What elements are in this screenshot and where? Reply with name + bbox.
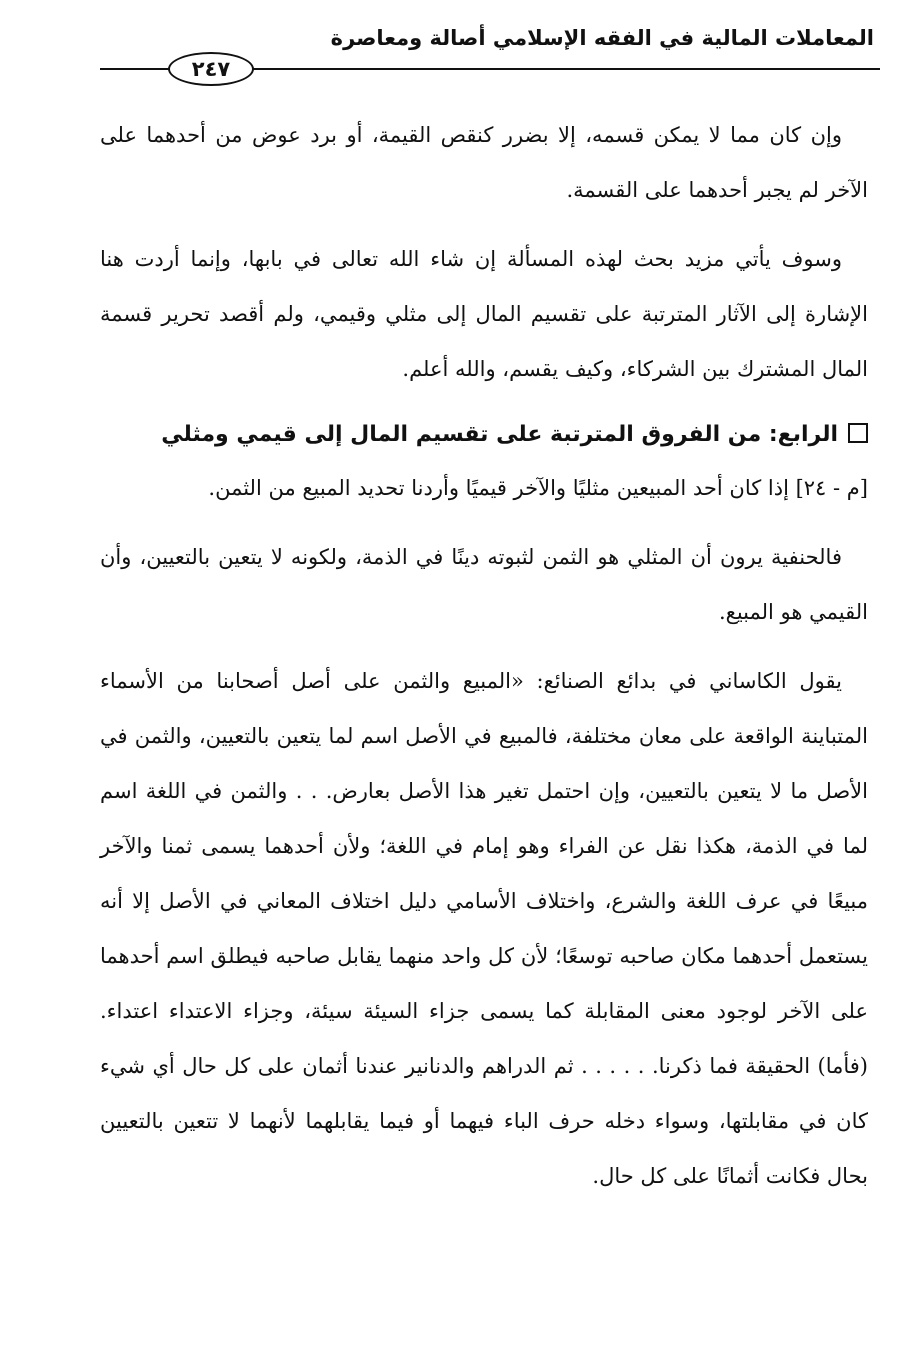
page-number: ٢٤٧ <box>168 52 254 86</box>
paragraph-2: وسوف يأتي مزيد بحث لهذه المسألة إن شاء الله تعالى في بابها، وإنما أردت هنا الإشارة إلى الآثار المترتبة على تقسيم المال إلى مثلي وقيمي، ولم أقصد تحرير قسمة المال المشترك بين الشركاء، وكيف يقسم، والله أعلم. <box>100 247 868 381</box>
section-heading-text: الرابع: من الفروق المترتبة على تقسيم المال إلى قيمي ومثلي <box>161 422 838 447</box>
square-bullet-icon <box>848 423 868 443</box>
paragraph-5: يقول الكاساني في بدائع الصنائع: «المبيع والثمن على أصل أصحابنا من الأسماء المتباينة الواقعة على معان مختلفة، فالمبيع في الأصل اسم لما يتعين بالتعيين، والثمن في الأصل ما لا يتعين بالتعيين، وإن احتمل تغير هذا الأصل بعارض. . . والثمن في اللغة اسم لما في الذمة، هكذا نقل عن الفراء وهو إمام في اللغة؛ ولأن أحدهما يسمى ثمنا والآخر مبيعًا في عرف اللغة والشرع، واختلاف الأسامي دليل اختلاف المعاني في الأصل إلا أنه يستعمل أحدهما مكان صاحبه توسعًا؛ لأن كل واحد منهما يقابل صاحبه فيطلق اسم أحدهما على الآخر لوجود معنى المقابلة كما يسمى جزاء السيئة سيئة، وجزاء الاعتداء اعتداء. (فأما) الحقيقة فما ذكرنا. . . . . . ثم الدراهم والدنانير عندنا أثمان على كل حال أي شيء كان في مقابلتها، وسواء دخله حرف الباء فيهما أو فيما يقابلهما لأنهما لا تتعين بالتعيين بحال فكانت أثمانًا على كل حال. <box>100 669 868 1188</box>
page-header <box>100 24 880 104</box>
paragraph-4: فالحنفية يرون أن المثلي هو الثمن لثبوته دينًا في الذمة، ولكونه لا يتعين بالتعيين، وأن القيمي هو المبيع. <box>100 545 868 624</box>
page-body <box>100 108 868 1218</box>
paragraph-1: وإن كان مما لا يمكن قسمه، إلا بضرر كنقص القيمة، أو برد عوض من أحدهما على الآخر لم يجبر أحدهما على القسمة. <box>100 123 868 202</box>
running-title: المعاملات المالية في الفقه الإسلامي أصالة ومعاصرة <box>330 26 874 50</box>
section-heading <box>100 411 868 459</box>
paragraph-3: [م - ٢٤] إذا كان أحد المبيعين مثليًا والآخر قيميًا وأردنا تحديد المبيع من الثمن. <box>208 476 868 500</box>
